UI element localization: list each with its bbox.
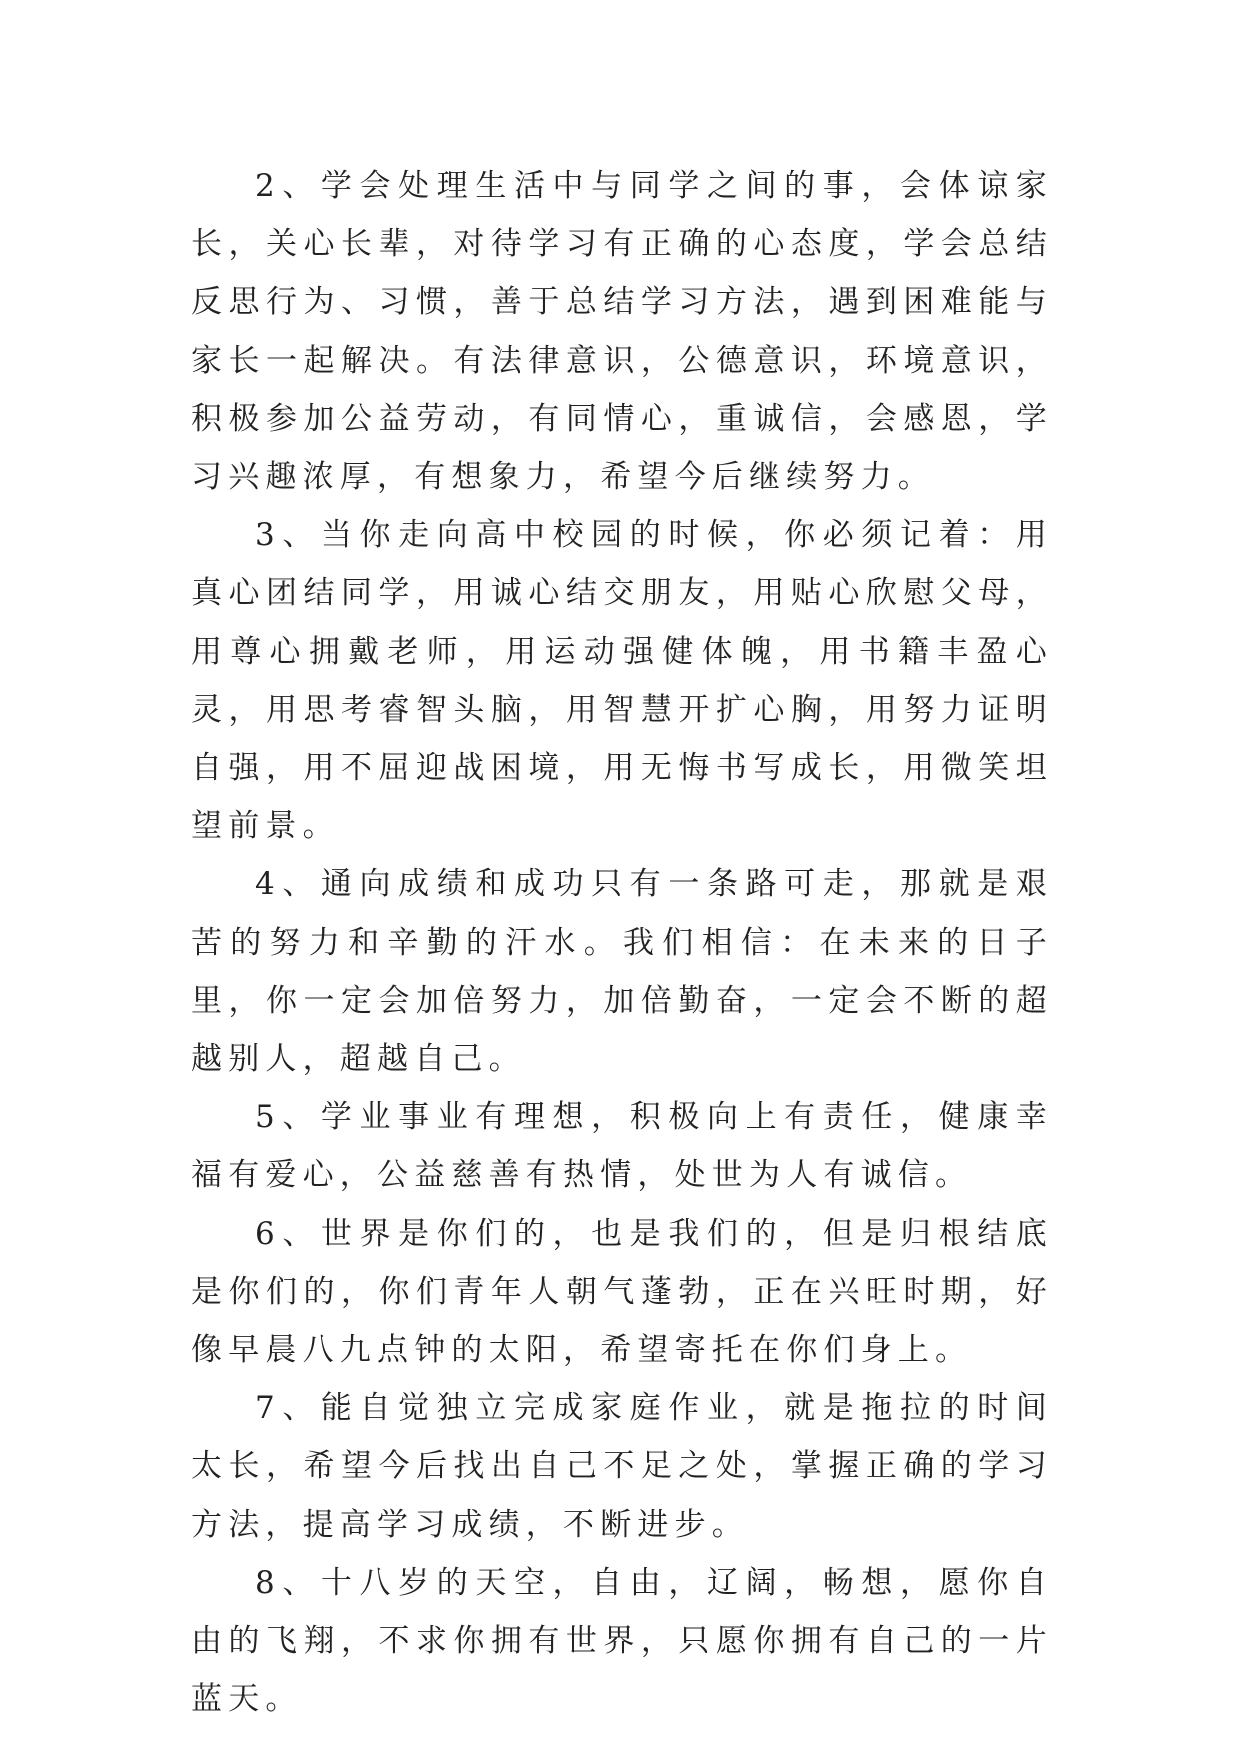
document-body — [191, 157, 1053, 1728]
paragraph-4: 4、通向成绩和成功只有一条路可走，那就是艰苦的努力和辛勤的汗水。我们相信：在未来的日子里，你一定会加倍努力，加倍勤奋，一定会不断的超越别人，超越自己。 — [191, 866, 1053, 1078]
paragraph-6: 6、世界是你们的，也是我们的，但是归根结底是你们的，你们青年人朝气蓬勃，正在兴旺时期，好像早晨八九点钟的太阳，希望寄托在你们身上。 — [191, 1215, 1053, 1369]
paragraph-8: 8、十八岁的天空，自由，辽阔，畅想，愿你自由的飞翔，不求你拥有世界，只愿你拥有自己的一片蓝天。 — [191, 1564, 1053, 1718]
paragraph-5: 5、学业事业有理想，积极向上有责任，健康幸福有爱心，公益慈善有热情，处世为人有诚信。 — [191, 1099, 1053, 1194]
paragraph-7: 7、能自觉独立完成家庭作业，就是拖拉的时间太长，希望今后找出自己不足之处，掌握正确的学习方法，提高学习成绩，不断进步。 — [191, 1390, 1053, 1543]
paragraph-2: 2、学会处理生活中与同学之间的事，会体谅家长，关心长辈，对待学习有正确的心态度，学会总结反思行为、习惯，善于总结学习方法，遇到困难能与家长一起解决。有法律意识，公德意识，环境意识，积极参加公益劳动，有同情心，重诚信，会感恩，学习兴趣浓厚，有想象力，希望今后继续努力。 — [191, 168, 1053, 496]
paragraph-3: 3、当你走向高中校园的时候，你必须记着：用真心团结同学，用诚心结交朋友，用贴心欣慰父母，用尊心拥戴老师，用运动强健体魄，用书籍丰盈心灵，用思考睿智头脑，用智慧开扩心胸，用努力证明自强，用不屈迎战困境，用无悔书写成长，用微笑坦望前景。 — [191, 517, 1053, 845]
